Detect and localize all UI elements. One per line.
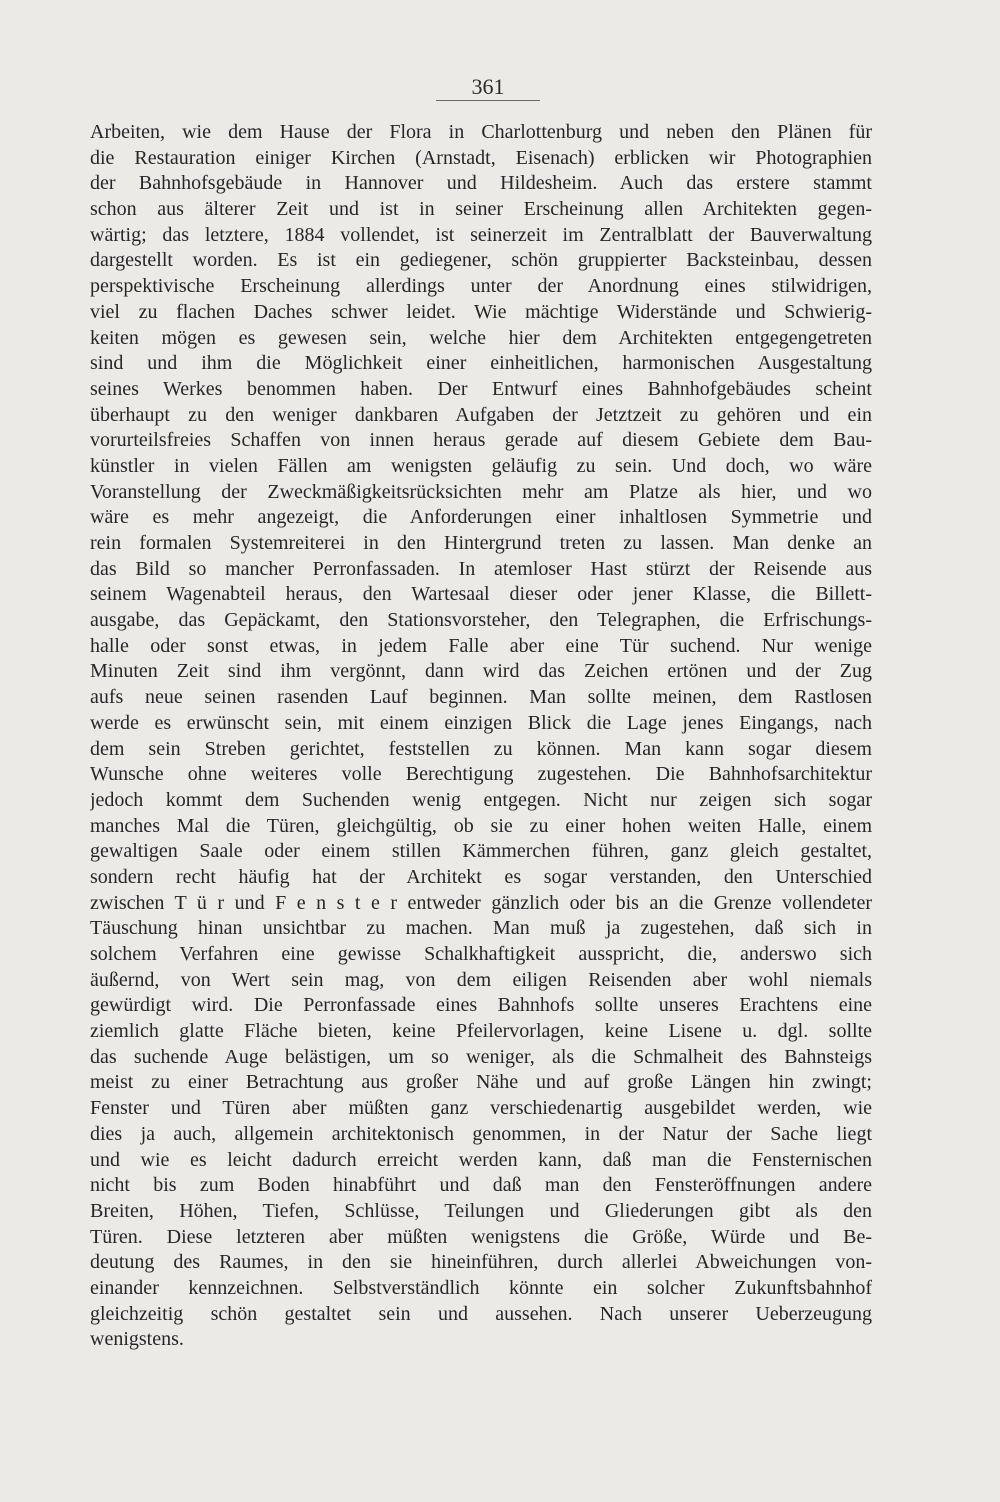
text-line: äußernd, von Wert sein mag, von dem eiligen Reisenden aber wohl niemals [90,968,872,991]
text-line: deutung des Raumes, in den sie hineinführen, durch allerlei Abweichungen von- [90,1251,872,1274]
text-line: gleichzeitig schön gestaltet sein und aussehen. Nach unserer Ueberzeugung [90,1302,872,1325]
text-line: Voranstellung der Zweckmäßigkeitsrücksichten mehr am Platze als hier, und wo [90,480,872,503]
text-line: seines Werkes benommen haben. Der Entwurf eines Bahnhofgebäudes scheint [90,377,872,400]
text-line: schon aus älterer Zeit und ist in seiner Erscheinung allen Architekten gegen- [90,198,872,221]
text-line: einander kennzeichnen. Selbstverständlich könnte ein solcher Zukunftsbahnhof [90,1276,872,1299]
text-line: dargestellt worden. Es ist ein gediegener, schön gruppierter Backsteinbau, dessen [90,249,872,272]
text-line: wärtig; das letztere, 1884 vollendet, ist seinerzeit im Zentralblatt der Bauverwaltung [90,223,872,246]
text-line: meist zu einer Betrachtung aus großer Nähe und auf große Längen hin zwingt; [90,1071,872,1094]
page-header [436,74,540,101]
text-line: rein formalen Systemreiterei in den Hintergrund treten zu lassen. Man denke an [90,532,872,554]
text-line: zwischen T ü r und F e n s t e r entweder gänzlich oder bis an die Grenze vollendeter [90,891,872,914]
text-line: gewürdigt wird. Die Perronfassade eines Bahnhofs sollte unseres Erachtens eine [90,994,872,1017]
text-line: Türen. Diese letzteren aber müßten wenigstens die Größe, Würde und Be- [90,1225,872,1248]
text-line: Täuschung hinan unsichtbar zu machen. Man muß ja zugestehen, daß sich in [90,917,872,940]
text-line: solchem Verfahren eine gewisse Schalkhaftigkeit ausspricht, die, anderswo sich [90,943,872,965]
text-line: sind und ihm die Möglichkeit einer einheitlichen, harmonischen Ausgestaltung [90,352,872,375]
text-line: seinem Wagenabteil heraus, den Wartesaal dieser oder jener Klasse, die Billett- [90,583,872,606]
text-line: halle oder sonst etwas, in jedem Falle aber eine Tür suchend. Nur wenige [90,634,872,657]
text-line: manches Mal die Türen, gleichgültig, ob sie zu einer hohen weiten Halle, einem [90,814,872,837]
text-line: die Restauration einiger Kirchen (Arnstadt, Eisenach) erblicken wir Photographien [90,146,872,169]
text-line: sondern recht häufig hat der Architekt es sogar verstanden, den Unterschied [90,865,872,888]
text-line: Wunsche ohne weiteres volle Berechtigung zugestehen. Die Bahnhofsarchitektur [90,763,872,786]
text-line: gewaltigen Saale oder einem stillen Kämmerchen führen, ganz gleich gestaltet, [90,840,872,863]
text-line: überhaupt zu den weniger dankbaren Aufgaben der Jetztzeit zu gehören und ein [90,403,872,426]
page-number: 361 [471,74,505,99]
text-line: vorurteilsfreies Schaffen von innen heraus gerade auf diesem Gebiete dem Bau- [90,429,872,452]
text-line: das suchende Auge belästigen, um so weniger, als die Schmalheit des Bahnsteigs [90,1045,872,1068]
text-line: viel zu flachen Daches schwer leidet. Wie mächtige Widerstände und Schwierig- [90,300,872,323]
text-line: jedoch kommt dem Suchenden wenig entgegen. Nicht nur zeigen sich sogar [90,788,872,811]
text-line: perspektivische Erscheinung allerdings unter der Anordnung eines stilwidrigen, [90,275,872,298]
text-line: ausgabe, das Gepäckamt, den Stationsvorsteher, den Telegraphen, die Erfrischungs- [90,609,872,632]
body-paragraph [90,120,872,1353]
text-line: keiten mögen es gewesen sein, welche hier dem Architekten entgegengetreten [90,326,872,349]
text-line: wenigstens. [90,1328,184,1351]
header-rule [436,100,540,101]
text-line: nicht bis zum Boden hinabführt und daß man den Fensteröffnungen andere [90,1174,872,1197]
text-line: wäre es mehr angezeigt, die Anforderungen einer inhaltlosen Symmetrie und [90,506,872,529]
text-line: aufs neue seinen rasenden Lauf beginnen. Man sollte meinen, dem Rastlosen [90,686,872,709]
text-line: Arbeiten, wie dem Hause der Flora in Charlottenburg und neben den Plänen für [90,121,872,143]
text-line: künstler in vielen Fällen am wenigsten geläufig zu sein. Und doch, wo wäre [90,454,872,477]
text-line: das Bild so mancher Perronfassaden. In atemloser Hast stürzt der Reisende aus [90,557,872,580]
text-line: und wie es leicht dadurch erreicht werden kann, daß man die Fensternischen [90,1148,872,1171]
text-line: der Bahnhofsgebäude in Hannover und Hildesheim. Auch das erstere stammt [90,172,872,195]
text-line: dies ja auch, allgemein architektonisch genommen, in der Natur der Sache liegt [90,1122,872,1145]
text-line: Breiten, Höhen, Tiefen, Schlüsse, Teilungen und Gliederungen gibt als den [90,1199,872,1222]
text-line: dem sein Streben gerichtet, feststellen zu können. Man kann sogar diesem [90,737,872,760]
text-line: werde es erwünscht sein, mit einem einzigen Blick die Lage jenes Eingangs, nach [90,711,872,734]
text-line: ziemlich glatte Fläche bieten, keine Pfeilervorlagen, keine Lisene u. dgl. sollte [90,1020,872,1043]
text-line: Fenster und Türen aber müßten ganz verschiedenartig ausgebildet werden, wie [90,1097,872,1120]
text-line: Minuten Zeit sind ihm vergönnt, dann wird das Zeichen ertönen und der Zug [90,660,872,683]
